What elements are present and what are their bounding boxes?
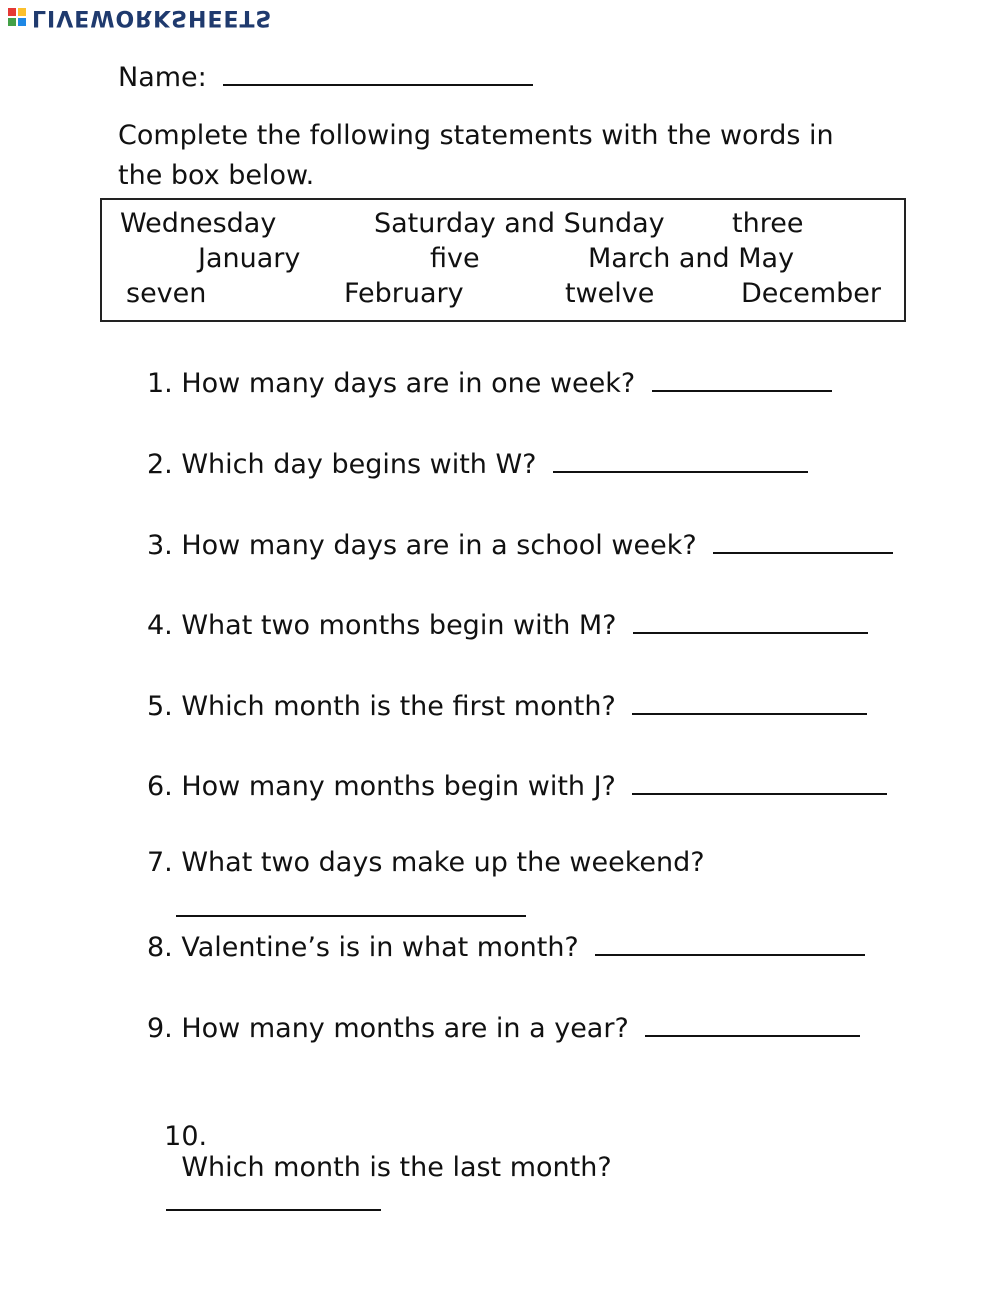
answer-field-1[interactable]: [652, 364, 832, 392]
question-9: [147, 1009, 860, 1044]
answer-field-10[interactable]: [166, 1183, 381, 1211]
question-text: Which month is the first month?: [181, 691, 616, 722]
answer-field-6[interactable]: [632, 767, 887, 795]
answer-field-3[interactable]: [713, 526, 893, 554]
word-bank-item: Saturday and Sunday: [374, 208, 665, 239]
word-bank-item: three: [732, 208, 804, 239]
logo-block-red: [8, 8, 16, 16]
question-3: [147, 526, 893, 561]
question-text: How many months begin with J?: [181, 771, 616, 802]
question-text: What two days make up the weekend?: [181, 847, 705, 878]
question-number: 7.: [147, 847, 173, 878]
word-bank-item: Wednesday: [120, 208, 277, 239]
name-row: [118, 58, 533, 93]
question-1: [147, 364, 832, 399]
instructions: Complete the following statements with the words in the box below.: [118, 120, 834, 191]
word-bank-box: [100, 198, 906, 322]
question-4: [147, 606, 868, 641]
question-number: 8.: [147, 932, 173, 963]
question-2: [147, 445, 808, 480]
word-bank-item: twelve: [565, 278, 655, 309]
word-bank-item: February: [344, 278, 464, 309]
name-label: Name:: [118, 62, 207, 93]
word-bank-item: December: [741, 278, 882, 309]
question-text: Valentine’s is in what month?: [181, 932, 579, 963]
answer-field-9[interactable]: [645, 1009, 860, 1037]
answer-field-8[interactable]: [595, 928, 865, 956]
question-6: [147, 767, 887, 802]
liveworksheets-logo: [8, 2, 272, 32]
logo-block-green: [8, 18, 16, 26]
logo-blocks-icon: [8, 8, 26, 26]
question-5: [147, 687, 867, 722]
logo-block-blue: [18, 18, 26, 26]
answer-field-7[interactable]: [176, 915, 526, 917]
logo-text: LIVEWORKSHEETS: [32, 4, 273, 30]
answer-field-5[interactable]: [632, 687, 867, 715]
logo-block-yellow: [18, 8, 26, 16]
question-number: 1.: [147, 368, 173, 399]
word-bank-item: five: [430, 243, 480, 274]
question-text: How many days are in a school week?: [181, 530, 697, 561]
question-number: 10.: [164, 1121, 208, 1152]
question-number: 4.: [147, 610, 173, 641]
question-text: What two months begin with M?: [181, 610, 617, 641]
question-text: Which day begins with W?: [181, 449, 537, 480]
name-answer-field[interactable]: [223, 58, 533, 86]
question-7: [147, 847, 705, 878]
question-number: 2.: [147, 449, 173, 480]
question-number: 5.: [147, 691, 173, 722]
answer-field-2[interactable]: [553, 445, 808, 473]
word-bank-item: March and May: [588, 243, 795, 274]
question-number: 9.: [147, 1013, 173, 1044]
question-text: How many days are in one week?: [181, 368, 636, 399]
answer-field-4[interactable]: [633, 606, 868, 634]
question-text: Which month is the last month?: [164, 1152, 612, 1183]
question-text: How many months are in a year?: [181, 1013, 629, 1044]
question-number: 3.: [147, 530, 173, 561]
word-bank-item: seven: [126, 278, 207, 309]
question-number: 6.: [147, 771, 173, 802]
question-8: [147, 928, 865, 963]
question-10: [147, 1090, 612, 1218]
word-bank-item: January: [198, 243, 301, 274]
